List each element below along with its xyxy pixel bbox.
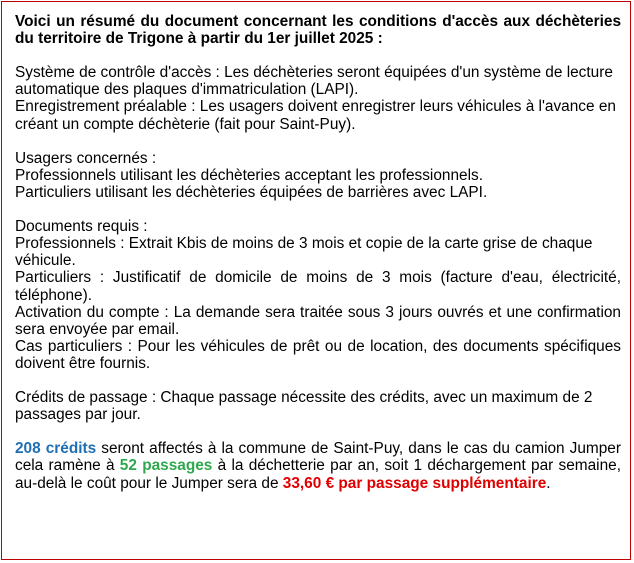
users-individuals: Particuliers utilisant les déchèteries équipées de barrières avec LAPI. [15, 183, 488, 201]
documents-heading: Documents requis : [15, 218, 148, 236]
access-control-paragraph: Système de contrôle d'accès : Les déchèteries seront équipées d'un système de lecture automatique des plaques d'immatriculation (LAPI). [15, 64, 613, 99]
pre-registration-paragraph: Enregistrement préalable : Les usagers doivent enregistrer leurs véhicules à l'avance en créant un compte déchèterie (fait pour Saint-Puy). [15, 98, 616, 133]
summary-text-1: seront affectés à la commune de Saint-Puy, dans le cas du camion Jumper cela ramène à [15, 440, 621, 475]
pass-credits-paragraph: Crédits de passage : Chaque passage nécessite des crédits, avec un maximum de 2 passages par jour. [15, 389, 593, 424]
passages-highlight: 52 passages [119, 457, 213, 475]
cost-highlight: 33,60 € par passage supplémentaire [282, 474, 547, 492]
users-heading: Usagers concernés : [15, 149, 157, 167]
summary-text-3: . [546, 474, 551, 492]
spacer [15, 201, 621, 218]
spacer [15, 372, 621, 389]
summary-paragraph [15, 440, 621, 491]
document-frame [1, 1, 631, 560]
documents-individuals: Particuliers : Justificatif de domicile de moins de 3 mois (facture d'eau, électricité, téléphone). [15, 269, 621, 304]
summary-text-2: à la déchetterie par an, soit 1 déchargement par semaine, au-delà le coût pour le Jumper sera de [15, 457, 621, 492]
account-activation: Activation du compte : La demande sera traitée sous 3 jours ouvrés et une confirmation sera envoyée par email. [15, 303, 621, 338]
document-content [15, 13, 621, 492]
spacer [15, 423, 621, 440]
spacer [15, 133, 621, 150]
document-title: Voici un résumé du document concernant les conditions d'accès aux déchèteries du territoire de Trigone à partir du 1er juillet 2025 : [15, 13, 621, 48]
documents-professionals: Professionnels : Extrait Kbis de moins de 3 mois et copie de la carte grise de chaque véhicule. [15, 235, 593, 270]
spacer [15, 47, 621, 64]
special-cases: Cas particuliers : Pour les véhicules de prêt ou de location, des documents spécifiques doivent être fournis. [15, 337, 621, 372]
credits-highlight: 208 crédits [15, 440, 97, 458]
users-professionals: Professionnels utilisant les déchèteries acceptant les professionnels. [15, 166, 483, 184]
